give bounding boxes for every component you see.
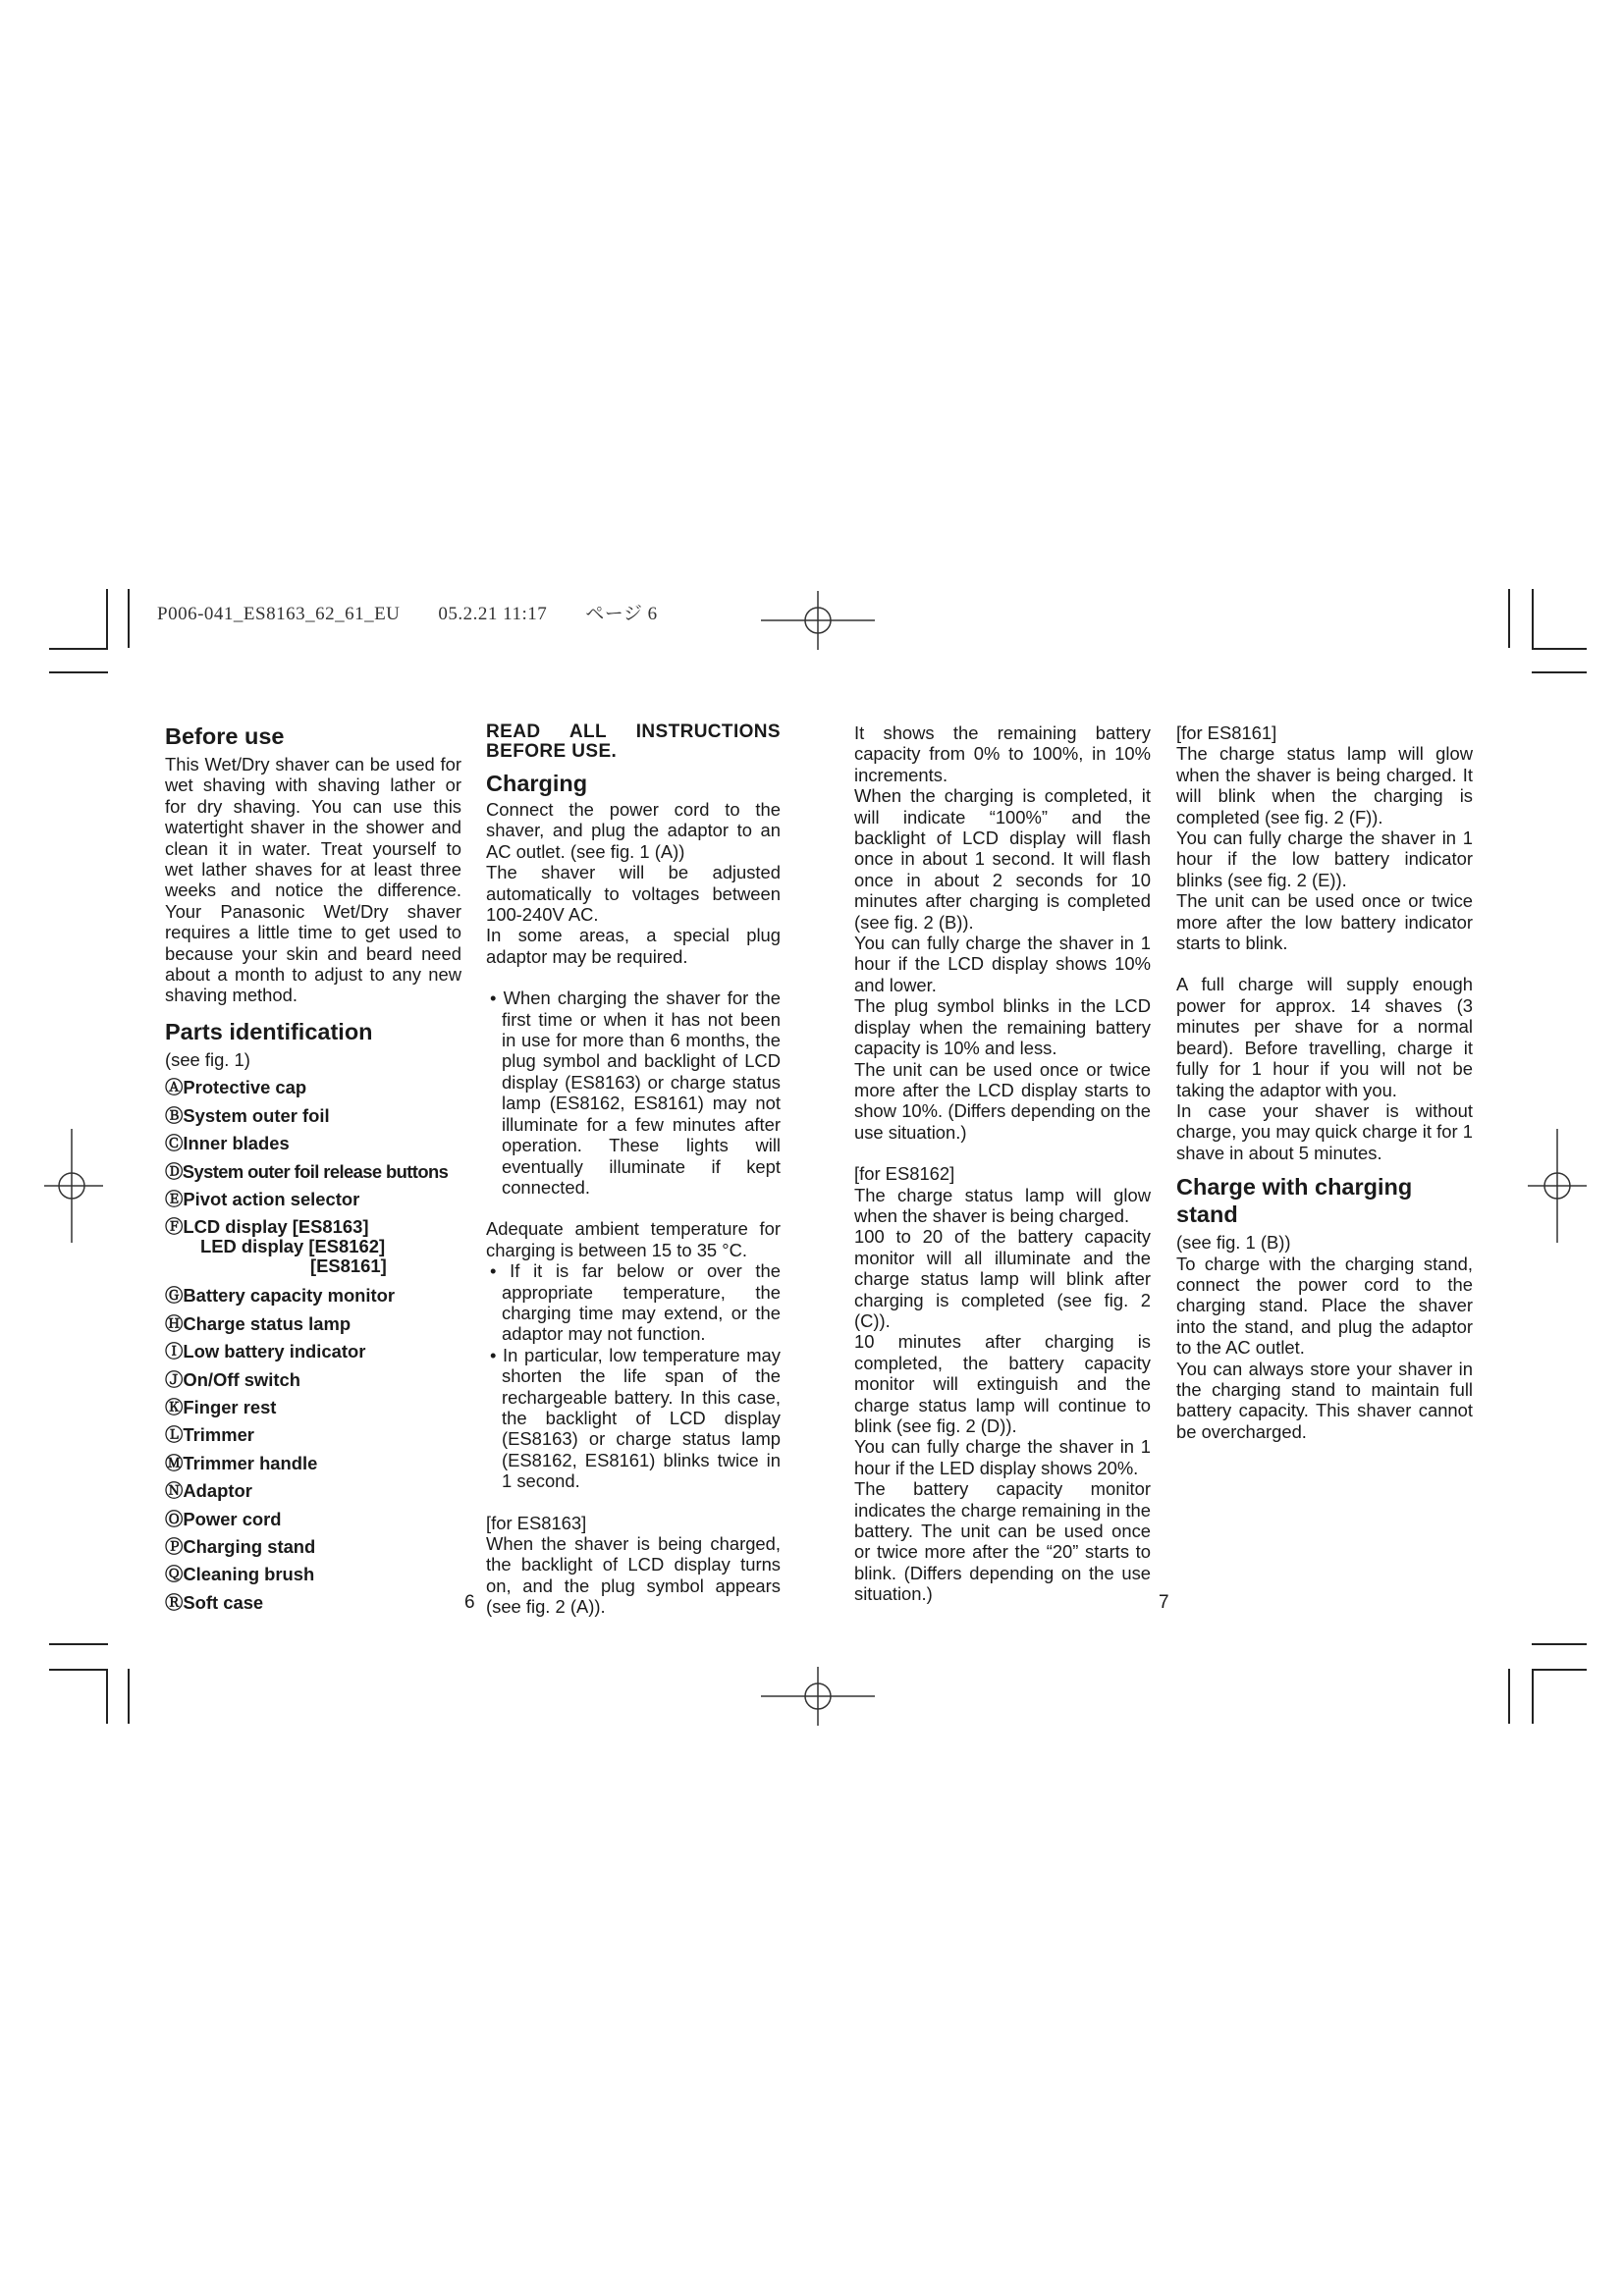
parts-heading: Parts identification <box>165 1018 373 1044</box>
registration-mark-bottom <box>761 1667 875 1726</box>
before-use-body: This Wet/Dry shaver can be used for wet shaving with shaving lather or for dry shaving. You can use this watertight shaver in the shower and clean it in water. Treat yourself to wet lather shaves for at least three weeks and notice the difference. Your Panasonic Wet/Dry shaver requires a little time to get used to because your skin and beard need about a month to adjust to any new shaving method. <box>165 754 461 1006</box>
part-item: ⒷSystem outer foil <box>165 1104 330 1126</box>
registration-mark-left <box>44 1129 103 1243</box>
charging-bullet-1: • When charging the shaver for the first time or when it has not been in use for more than 6 months, the plug symbol and backlight of LCD display (ES8163) or charge status lamp (ES8162, ES8161) may not illuminate for a few minutes after operation. These lights will eventually illuminate if kept connected. <box>490 988 781 1198</box>
registration-mark-top <box>761 591 875 650</box>
es8163-label: [for ES8163] <box>486 1512 587 1533</box>
column-1 <box>165 722 461 1617</box>
col3-p6: The charge status lamp will glow when the shaver is being charged. <box>854 1184 1151 1226</box>
parts-see-fig: (see fig. 1) <box>165 1048 250 1070</box>
col3-p7: 100 to 20 of the battery capacity monitor will all illuminate and the charge status lamp will blink after charging is completed (see fig. 2 (C)). <box>854 1226 1151 1331</box>
charging-bullet-3: • In particular, low temperature may shorten the life span of the rechargeable battery. In this case, the backlight of LCD display (ES8163) or charge status lamp (ES8162, ES8161) blinks twice in 1 second. <box>490 1344 781 1492</box>
crop-mark <box>1532 1643 1587 1645</box>
crop-mark <box>106 1669 108 1724</box>
charging-p1: Connect the power cord to the shaver, and plug the adaptor to an AC outlet. (see fig. 1 (A)) <box>486 799 781 862</box>
col3-p10: The battery capacity monitor indicates the charge remaining in the battery. The unit can be used once or twice more after the “20” starts to blink. (Differs depending on the use situation.) <box>854 1478 1151 1605</box>
parts-list-2 <box>165 1282 461 1617</box>
part-item: ⓅCharging stand <box>165 1535 316 1557</box>
charging-p3: In some areas, a special plug adaptor may be required. <box>486 925 781 967</box>
es8162-label: [for ES8162] <box>854 1163 955 1185</box>
crop-mark <box>1532 671 1587 673</box>
led-line-2: [ES8161] <box>310 1255 387 1277</box>
before-use-heading: Before use <box>165 723 285 749</box>
part-item: ⒺPivot action selector <box>165 1188 360 1209</box>
column-3 <box>854 722 1151 1605</box>
charging-p4: Adequate ambient temperature for charging is between 15 to 35 °C. <box>486 1218 781 1260</box>
crop-mark <box>1532 648 1587 650</box>
col3-p9: You can fully charge the shaver in 1 hour if the LED display shows 20%. <box>854 1436 1151 1478</box>
crop-mark <box>1532 589 1534 650</box>
part-item: ⓆCleaning brush <box>165 1564 315 1585</box>
part-item: ⒹSystem outer foil release buttons <box>165 1160 449 1182</box>
col3-p5: The unit can be used once or twice more after the LCD display starts to show 10%. (Differs depending on the use situation.) <box>854 1058 1151 1143</box>
es8163-p1: When the shaver is being charged, the backlight of LCD display turns on, and the plug symbol appears (see fig. 2 (A)). <box>486 1533 781 1618</box>
col4-p2: You can fully charge the shaver in 1 hour if the low battery indicator blinks (see fig. 2 (E)). <box>1176 828 1473 890</box>
part-item: ⓃAdaptor <box>165 1480 252 1502</box>
page-number-left: 6 <box>464 1592 475 1613</box>
crop-mark <box>1532 1669 1587 1671</box>
column-2 <box>486 722 781 1618</box>
charging-heading: Charging <box>486 771 588 796</box>
charging-bullet-2: • If it is far below or over the appropriate temperature, the charging time may extend, or the adaptor may not function. <box>490 1260 781 1345</box>
read-all-heading: READ ALL INSTRUCTIONS BEFORE USE. <box>486 721 781 762</box>
stand-p1: To charge with the charging stand, connect the power cord to the charging stand. Place the shaver into the stand, and plug the adaptor to the AC outlet. <box>1176 1253 1473 1359</box>
charging-stand-heading: Charge with charging stand <box>1176 1174 1413 1228</box>
crop-mark <box>128 1669 130 1724</box>
part-item: ⒿOn/Off switch <box>165 1368 300 1390</box>
parts-list <box>165 1074 461 1213</box>
col3-p4: The plug symbol blinks in the LCD display when the remaining battery capacity is 10% and less. <box>854 995 1151 1059</box>
column-4 <box>1176 722 1473 1442</box>
col3-p2: When the charging is completed, it will indicate “100%” and the backlight of LCD display will flash once in about 1 second. It will flash once in about 2 seconds for 10 minutes after charging is completed (see fig. 2 (B)). <box>854 785 1151 933</box>
crop-mark <box>106 589 108 648</box>
col4-p3: The unit can be used once or twice more after the low battery indicator starts to blink. <box>1176 890 1473 954</box>
col3-p1: It shows the remaining battery capacity from 0% to 100%, in 10% increments. <box>854 722 1151 785</box>
crop-mark <box>1532 1669 1534 1724</box>
col3-p8: 10 minutes after charging is completed, the battery capacity monitor will extinguish and the charge status lamp will continue to blink (see fig. 2 (D)). <box>854 1331 1151 1436</box>
col4-p1: The charge status lamp will glow when the shaver is being charged. It will blink when the charging is completed (see fig. 2 (F)). <box>1176 743 1473 828</box>
part-item: ⓇSoft case <box>165 1591 264 1613</box>
part-item: ⓂTrimmer handle <box>165 1452 318 1473</box>
crop-mark <box>49 1669 108 1671</box>
lcd-line: ⒻLCD display [ES8163] <box>165 1216 369 1238</box>
part-item: ⓁTrimmer <box>165 1424 254 1446</box>
crop-mark <box>1508 589 1510 648</box>
crop-mark <box>49 1643 108 1645</box>
print-header: P006-041_ES8163_62_61_EU 05.2.21 11:17 ページ 6 <box>157 604 658 624</box>
col4-p5: In case your shaver is without charge, you may quick charge it for 1 shave in about 5 minutes. <box>1176 1099 1473 1163</box>
stand-p2: You can always store your shaver in the charging stand to maintain full battery capacity. This shaver cannot be overcharged. <box>1176 1358 1473 1442</box>
charging-p2: The shaver will be adjusted automatically to voltages between 100-240V AC. <box>486 862 781 926</box>
led-line: LED display [ES8162] <box>200 1236 386 1257</box>
part-item: ⓄPower cord <box>165 1508 282 1529</box>
crop-mark <box>49 648 108 650</box>
page-number-right: 7 <box>1159 1592 1169 1613</box>
part-item: ⒸInner blades <box>165 1133 290 1154</box>
part-item: ⒶProtective cap <box>165 1077 307 1098</box>
crop-mark <box>128 589 130 648</box>
part-item: ⒾLow battery indicator <box>165 1341 366 1362</box>
part-item: ⓀFinger rest <box>165 1396 277 1417</box>
part-item: ⒼBattery capacity monitor <box>165 1285 396 1307</box>
col4-p4: A full charge will supply enough power for approx. 14 shaves (3 minutes per shave for a normal beard). Before travelling, charge it fully for 1 hour if you will not be taking the adaptor with you. <box>1176 974 1473 1100</box>
col3-p3: You can fully charge the shaver in 1 hour if the LCD display shows 10% and lower. <box>854 933 1151 995</box>
stand-see-fig: (see fig. 1 (B)) <box>1176 1232 1291 1254</box>
part-item: ⒽCharge status lamp <box>165 1312 352 1334</box>
es8161-label: [for ES8161] <box>1176 722 1277 743</box>
registration-mark-right <box>1528 1129 1587 1243</box>
part-item-lcd <box>165 1217 461 1276</box>
crop-mark <box>1508 1669 1510 1724</box>
crop-mark <box>49 671 108 673</box>
